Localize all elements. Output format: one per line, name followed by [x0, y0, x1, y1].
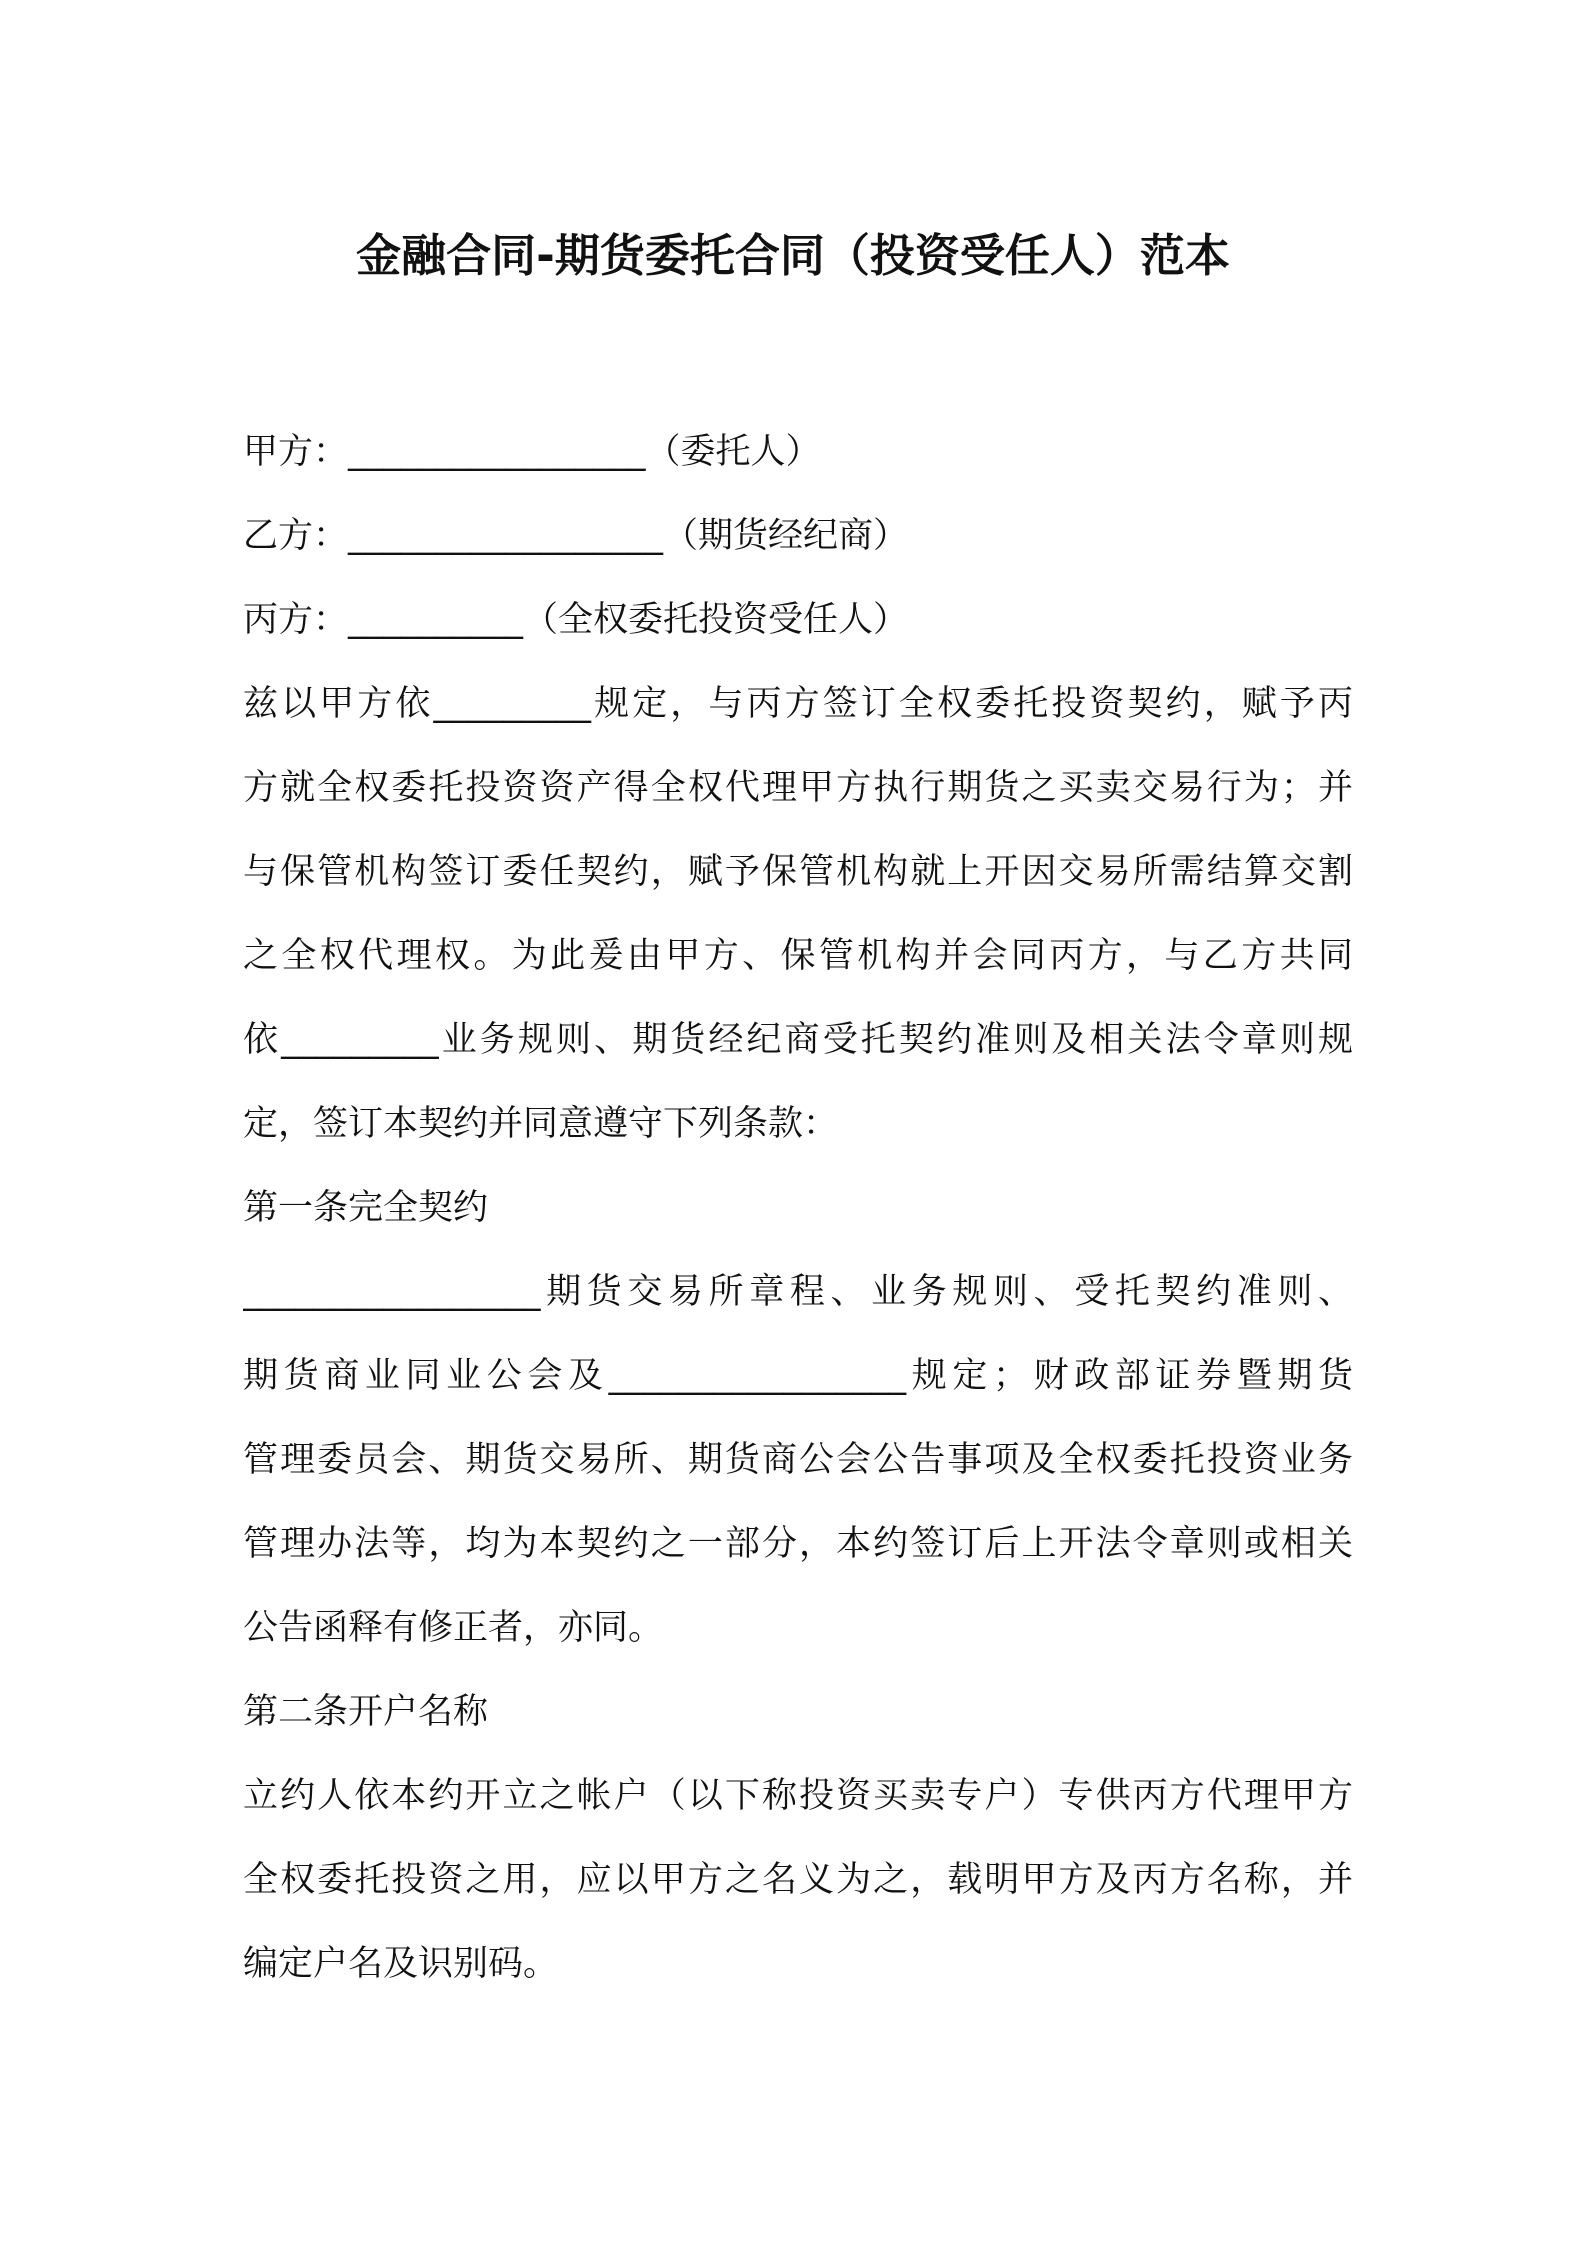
text-line: 编定户名及识别码。 [243, 1944, 559, 1984]
text-line: _________________期货交易所章程、业务规则、受托契约准则、 [243, 1272, 1353, 1312]
text-line: 与保管机构签订委任契约，赋予保管机构就上开因交易所需结算交割 [243, 852, 1353, 892]
text-line: 第一条完全契约 [243, 1188, 489, 1228]
document-title: 金融合同-期货委托合同（投资受任人）范本 [356, 229, 1230, 282]
text-line: 立约人依本约开立之帐户（以下称投资买卖专户）专供丙方代理甲方 [243, 1776, 1353, 1816]
text-line: 管理委员会、期货交易所、期货商公会公告事项及全权委托投资业务 [243, 1440, 1353, 1480]
text-line: 甲方：_________________（委托人） [243, 432, 821, 472]
document-body [243, 410, 1353, 2006]
text-line: 管理办法等，均为本契约之一部分，本约签订后上开法令章则或相关 [243, 1524, 1353, 1564]
text-line: 第二条开户名称 [243, 1692, 489, 1732]
text-line: 乙方：__________________（期货经纪商） [243, 516, 909, 556]
text-line: 公告函释有修正者，亦同。 [243, 1608, 664, 1648]
text-line: 定，签订本契约并同意遵守下列条款： [243, 1104, 839, 1144]
text-line: 依_________业务规则、期货经纪商受托契约准则及相关法令章则规 [243, 1020, 1353, 1060]
text-line: 之全权代理权。为此爰由甲方、保管机构并会同丙方，与乙方共同 [243, 936, 1353, 976]
text-line: 方就全权委托投资资产得全权代理甲方执行期货之买卖交易行为；并 [243, 768, 1353, 808]
text-line: 全权委托投资之用，应以甲方之名义为之，载明甲方及丙方名称，并 [243, 1860, 1353, 1900]
text-line: 丙方：__________（全权委托投资受任人） [243, 600, 909, 640]
text-line: 期货商业同业公会及_________________规定；财政部证券暨期货 [243, 1356, 1353, 1396]
text-line: 兹以甲方依_________规定，与丙方签订全权委托投资契约，赋予丙 [243, 684, 1353, 724]
